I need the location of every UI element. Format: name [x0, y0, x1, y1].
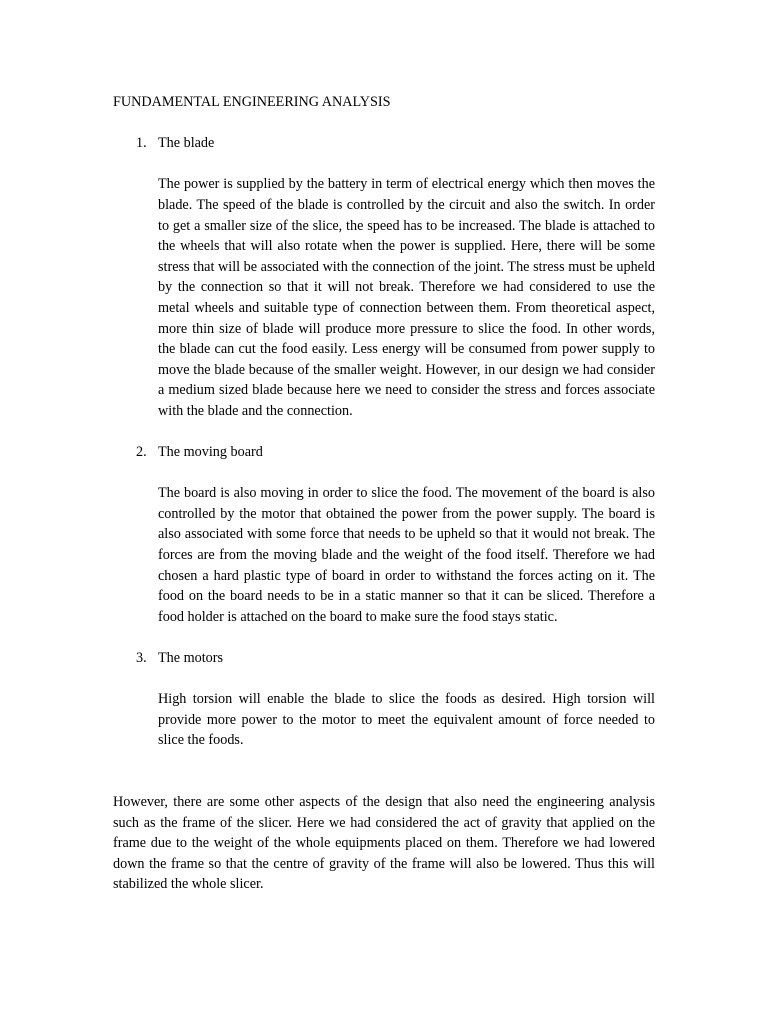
- document-title: FUNDAMENTAL ENGINEERING ANALYSIS: [113, 94, 391, 110]
- section-number: 3.: [136, 650, 147, 667]
- section-motors: [113, 648, 655, 751]
- closing-paragraph: However, there are some other aspects of the design that also need the engineering analysis such as the frame of the slicer. Here we had considered the act of gravity that applied on the frame due to the weight of the whole equipments placed on them. Therefore we had lowered down the frame so that the centre of gravity of the frame will also be lowered. Thus this will stabilized the whole slicer.: [113, 794, 655, 893]
- section-title: The moving board: [158, 444, 263, 461]
- section-paragraph: The power is supplied by the battery in term of electrical energy which then moves the blade. The speed of the blade is controlled by the circuit and also the switch. In order to get a smaller size of the slice, the speed has to be increased. The blade is attached to the wheels that will also rotate when the power is supplied. Here, there will be some stress that will be associated with the connection of the joint. The stress must be upheld by the connection so that it will not break. Therefore we had considered to use the metal wheels and suitable type of connection between them. From theoretical aspect, more thin size of blade will produce more pressure to slice the food. In other words, the blade can cut the food easily. Less energy will be consumed from power supply to move the blade because of the smaller weight. However, in our design we had consider a medium sized blade because here we need to consider the stress and forces associate with the blade and the connection.: [158, 176, 655, 419]
- section-number: 1.: [136, 135, 147, 152]
- section-paragraph: The board is also moving in order to slice the food. The movement of the board is also controlled by the motor that obtained the power from the power supply. The board is also associated with some force that needs to be upheld so that it would not break. The forces are from the moving blade and the weight of the food itself. Therefore we had chosen a hard plastic type of board in order to withstand the forces acting on it. The food on the board needs to be in a static manner so that it can be sliced. Therefore a food holder is attached on the board to make sure the food stays static.: [158, 485, 655, 625]
- section-blade: [113, 133, 655, 421]
- document-page: [113, 92, 655, 895]
- section-moving-board: [113, 442, 655, 627]
- section-number: 2.: [136, 444, 147, 461]
- section-paragraph: High torsion will enable the blade to slice the foods as desired. High torsion will provide more power to the motor to meet the equivalent amount of force needed to slice the foods.: [158, 691, 655, 749]
- section-title: The blade: [158, 135, 215, 152]
- section-heading: [113, 442, 655, 463]
- section-heading: [113, 133, 655, 154]
- section-heading: [113, 648, 655, 669]
- section-title: The motors: [158, 650, 224, 667]
